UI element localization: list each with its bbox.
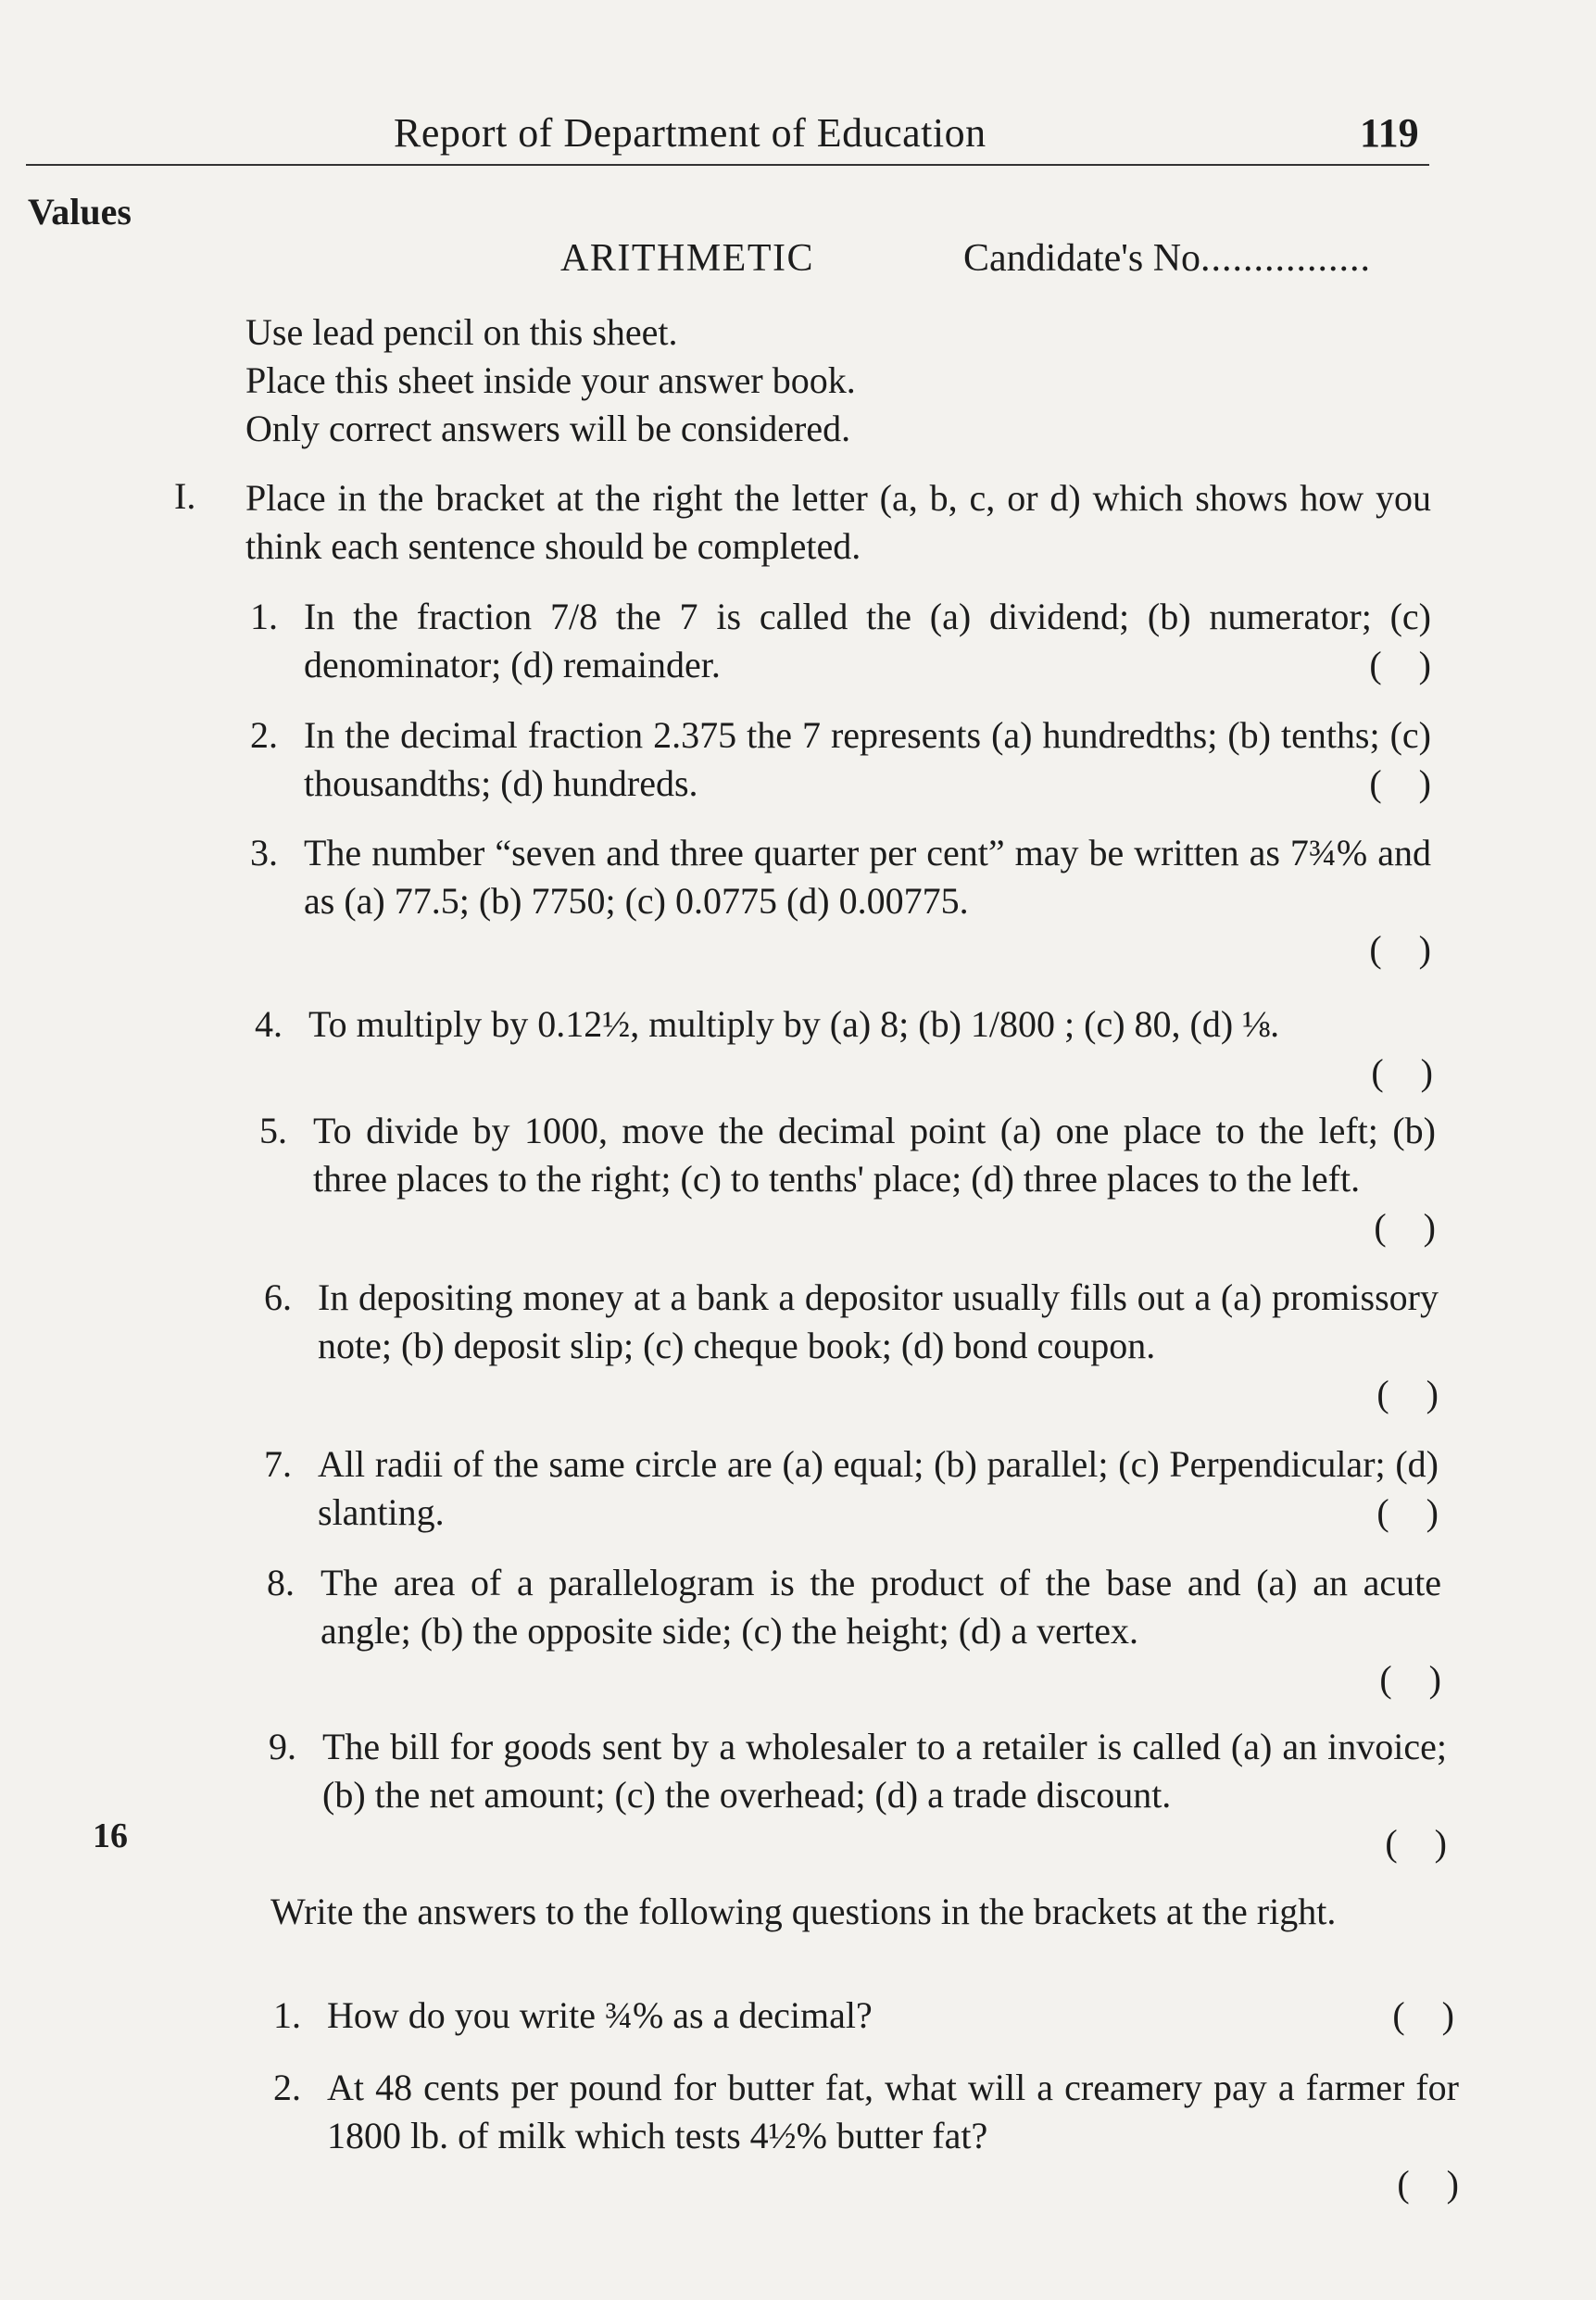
question-1 [250,593,1431,689]
instruction-line: Place this sheet inside your answer book. [245,359,856,401]
question-text: The area of a parallelogram is the product of the base and (a) an acute angle; (b) the opposite side; (c) the height; (d) a vertex. [320,1562,1441,1652]
question-text: The bill for goods sent by a wholesaler to a retailer is called (a) an invoice; (b) the net amount; (c) the overhead; (d) a trade discount. [322,1726,1447,1816]
question-4 [255,1000,1433,1097]
question-6 [264,1274,1439,1418]
question-text: All radii of the same circle are (a) equal; (b) parallel; (c) Perpendicular; (d) slanting. [318,1443,1439,1533]
candidate-label: Candidate's No [963,237,1201,280]
question-number: 2. [250,714,278,756]
written-question-2 [273,2064,1459,2208]
question-text: At 48 cents per pound for butter fat, what will a creamery pay a farmer for 1800 lb. of milk which tests 4½% butter fat? [327,2067,1459,2156]
question-3 [250,829,1431,974]
question-text: To divide by 1000, move the decimal point (a) one place to the left; (b) three places to the right; (c) to tenths' place; (d) three places to the left. [313,1110,1436,1200]
answer-bracket[interactable]: ( ) [1376,1491,1439,1533]
answer-bracket[interactable]: ( ) [1392,1994,1454,2036]
question-text: In depositing money at a bank a depositor usually fills out a (a) promissory note; (b) deposit slip; (c) cheque book; (d) bond coupon. [318,1276,1439,1366]
answer-bracket[interactable]: ( ) [1376,1373,1439,1414]
question-9 [269,1723,1447,1867]
answer-bracket[interactable]: ( ) [1371,1051,1433,1093]
question-number: 9. [269,1726,296,1767]
question-number: 4. [255,1003,283,1045]
question-number: 1. [250,596,278,637]
candidate-blank: ................ [1200,237,1372,280]
answer-bracket[interactable]: ( ) [1369,928,1431,970]
answer-bracket[interactable]: ( ) [1385,1822,1447,1864]
section-instruction: Place in the bracket at the right the letter (a, b, c, or d) which shows how you think each sentence should be completed. [245,477,1431,567]
running-header: Report of Department of Education [394,110,987,156]
question-number: 2. [273,2067,301,2108]
question-number: 7. [264,1443,292,1485]
question-2 [250,711,1431,808]
written-question-1 [273,1992,1454,2040]
question-number: 8. [267,1562,295,1603]
instruction-line: Use lead pencil on this sheet. [245,311,678,353]
question-number: 5. [259,1110,287,1151]
question-number: 3. [250,832,278,873]
question-7 [264,1440,1439,1537]
values-column-heading: Values [28,191,132,233]
page-number: 119 [1360,110,1419,156]
question-text: In the fraction 7/8 the 7 is called the (a) dividend; (b) numerator; (c) denominator; (d) remainder. [304,596,1431,685]
answer-bracket[interactable]: ( ) [1379,1658,1441,1700]
instruction-line: Only correct answers will be considered. [245,408,851,449]
instructions [245,308,1440,453]
question-text: In the decimal fraction 2.375 the 7 represents (a) hundredths; (b) tenths; (c) thousandths; (d) hundreds. [304,714,1431,804]
question-text: The number “seven and three quarter per cent” may be written as 7¾% and as (a) 77.5; (b) 7750; (c) 0.0775 (d) 0.00775. [304,832,1431,922]
section-numeral: I. [174,475,196,517]
sheet-title: ARITHMETIC [560,237,814,280]
header-divider [26,164,1429,166]
question-number: 6. [264,1276,292,1318]
answer-bracket[interactable]: ( ) [1397,2163,1459,2205]
section-value: 16 [93,1816,128,1855]
question-text: To multiply by 0.12½, multiply by (a) 8; (b) 1/800 ; (c) 80, (d) ⅛. [308,1003,1280,1045]
question-number: 1. [273,1994,301,2036]
answer-bracket[interactable]: ( ) [1369,762,1431,804]
answer-bracket[interactable]: ( ) [1374,1206,1436,1248]
question-5 [259,1107,1436,1251]
question-8 [267,1559,1441,1703]
section-instruction: Write the answers to the following questions in the brackets at the right. [270,1891,1337,1932]
answer-bracket[interactable]: ( ) [1369,644,1431,685]
question-text: How do you write ¾% as a decimal? [327,1994,873,2036]
candidate-number-field [963,236,1371,281]
